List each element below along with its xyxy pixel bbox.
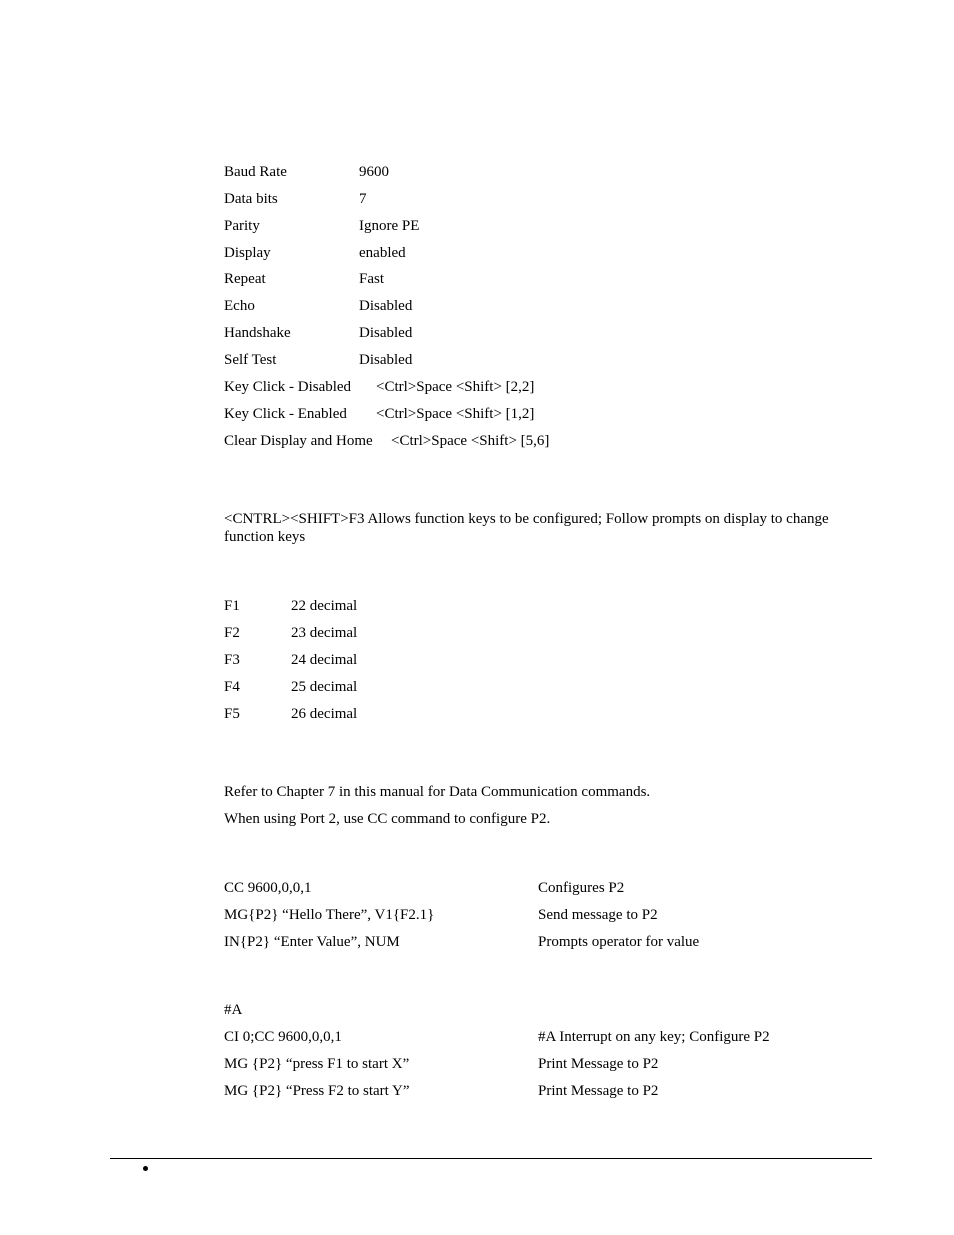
key-setting-label: Key Click - Enabled — [224, 406, 347, 422]
function-key: F1 — [224, 598, 240, 614]
code-line: IN{P2} “Enter Value”, NUM — [224, 934, 400, 950]
function-key: F4 — [224, 679, 240, 695]
key-setting-value: <Ctrl>Space <Shift> [1,2] — [376, 406, 535, 422]
setting-label: Baud Rate — [224, 164, 287, 180]
setting-value: Disabled — [359, 352, 413, 368]
setting-value: Disabled — [359, 298, 413, 314]
key-setting-value: <Ctrl>Space <Shift> [2,2] — [376, 379, 535, 395]
code-line: MG {P2} “press F1 to start X” — [224, 1056, 410, 1072]
setting-label: Data bits — [224, 191, 278, 207]
setting-value: enabled — [359, 245, 406, 261]
key-setting-label: Clear Display and Home — [224, 433, 373, 449]
code-line: MG {P2} “Press F2 to start Y” — [224, 1083, 410, 1099]
code-line: CC 9600,0,0,1 — [224, 880, 312, 896]
setting-label: Echo — [224, 298, 255, 314]
function-key-config-text: <CNTRL><SHIFT>F3 Allows function keys to be configured; Follow prompts on display to change function keys — [224, 511, 829, 545]
function-key: F5 — [224, 706, 240, 722]
code-comment: Print Message to P2 — [538, 1083, 659, 1099]
function-key-value: 23 decimal — [291, 625, 358, 641]
key-setting-value: <Ctrl>Space <Shift> [5,6] — [391, 433, 550, 449]
code-comment: #A Interrupt on any key; Configure P2 — [538, 1029, 770, 1045]
function-key-value: 22 decimal — [291, 598, 358, 614]
note-text: Refer to Chapter 7 in this manual for Data Communication commands. — [224, 784, 651, 800]
code-comment: Configures P2 — [538, 880, 625, 896]
function-key-value: 25 decimal — [291, 679, 358, 695]
setting-value: 7 — [359, 191, 367, 207]
setting-value: Disabled — [359, 325, 413, 341]
setting-label: Repeat — [224, 271, 266, 287]
footer-bullet-icon — [143, 1166, 148, 1171]
setting-label: Display — [224, 245, 271, 261]
code-line: CI 0;CC 9600,0,0,1 — [224, 1029, 342, 1045]
setting-value: Fast — [359, 271, 385, 287]
key-setting-label: Key Click - Disabled — [224, 379, 352, 395]
code-line: #A — [224, 1002, 243, 1018]
code-comment: Prompts operator for value — [538, 934, 700, 950]
note-text: When using Port 2, use CC command to configure P2. — [224, 811, 551, 827]
function-key: F3 — [224, 652, 240, 668]
setting-label: Parity — [224, 218, 260, 234]
setting-value: 9600 — [359, 164, 389, 180]
setting-label: Handshake — [224, 325, 291, 341]
function-key-value: 24 decimal — [291, 652, 358, 668]
setting-label: Self Test — [224, 352, 277, 368]
function-key-value: 26 decimal — [291, 706, 358, 722]
code-comment: Send message to P2 — [538, 907, 658, 923]
code-comment: Print Message to P2 — [538, 1056, 659, 1072]
function-key: F2 — [224, 625, 240, 641]
code-line: MG{P2} “Hello There”, V1{F2.1} — [224, 907, 435, 923]
setting-value: Ignore PE — [359, 218, 420, 234]
footer-divider — [110, 1158, 872, 1159]
